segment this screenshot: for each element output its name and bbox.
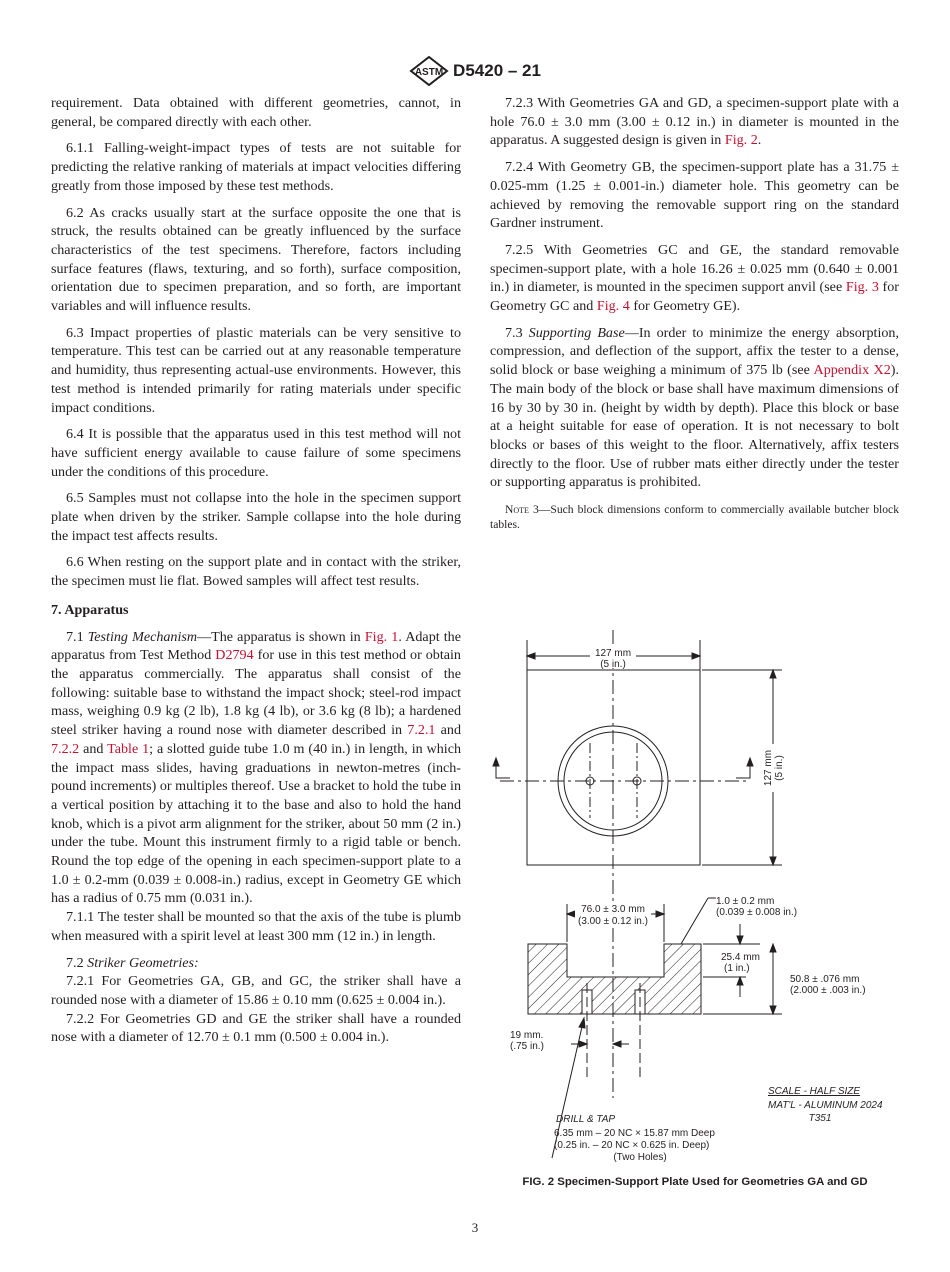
link-fig-2[interactable]: Fig. 2 (724, 132, 758, 149)
paragraph-7-2: 7.2 Striker Geometries: (66, 954, 199, 971)
label-side-height-mm: 127 mm (763, 749, 774, 787)
label-drill-tap: DRILL & TAP (556, 1114, 616, 1125)
label-tap-in: (0.25 in. – 20 NC × 0.625 in. Deep) (554, 1140, 710, 1151)
link-fig-3[interactable]: Fig. 3 (845, 279, 879, 296)
label-side-height-in: (5 in.) (774, 755, 785, 781)
note-3: Note 3—Such block dimensions conform to commercially available butcher block tables. (490, 503, 899, 532)
document-id: D5420 – 21 (453, 61, 541, 80)
label-top-width-mm: 127 mm (594, 648, 632, 659)
page-header (0, 56, 950, 86)
figure-caption: FIG. 2 Specimen-Support Plate Used for Geometries GA and GD (522, 1176, 868, 1188)
link-7-2-1[interactable]: 7.2.1 (407, 722, 436, 739)
paragraph-7-2-3: 7.2.3 With Geometries GA and GD, a specimen-support plate with a hole 76.0 ± 3.0 mm (3.00 ± 0.12 in.) in diameter is mounted in the apparatus. A suggested design is given in Fig. 2. (490, 95, 899, 149)
page-number: 3 (471, 1220, 479, 1235)
paragraph-7-1: 7.1 Testing Mechanism—The apparatus is shown in Fig. 1. Adapt the apparatus from Test Method D2794 for use in this test method or obtain the apparatus commercially. The apparatus shall consist of the following: suitable base to withstand the impact shock; steel-rod impact mass, weighing 0.9 kg (2 lb), 1.8 kg (4 lb), or 3.6 kg (8 lb); a hardened steel striker having a round nose with diameter described in 7.2.1 and 7.2.2 and Table 1; a slotted guide tube 1.0 m (40 in.) in length, in which the impact mass slides, having graduations in newton-metres (inch-pound increments) or multiples thereof. Use a bracket to hold the tube in a vertical position by attaching it to the base and also to hold the hand knob, which is a pivot arm alignment for the striker, about 50 mm (2 in.) under the tube. Mount this instrument firmly to a rigid table or bench. Round the top edge of the opening in each specimen-support plate to a 1.0 ± 0.2-mm (0.039 ± 0.008-in.) radius, except in Geometry GE which has a radius of 0.75 mm (0.031 in.). (51, 628, 461, 907)
link-appendix-x2[interactable]: Appendix X2 (813, 362, 891, 379)
left-column (51, 94, 461, 1047)
label-hole-in: (3.00 ± 0.12 in.) (578, 916, 648, 927)
figure-2-drawing (490, 628, 910, 1178)
paragraph-6-1-1: 6.1.1 Falling-weight-impact types of tests are not suitable for predicting the relative ranking of materials at impact velocities differing greatly from those imposed by these test methods. (51, 140, 461, 194)
paragraph-6-2: 6.2 As cracks usually start at the surface opposite the one that is struck, the results obtained can be greatly influenced by the surface characteristics of the test specimens. Therefore, factors including surface features (flaws, texturing, and so forth), surface composition, orientation due to specimen preparation, and so forth, are important variables and will influence results. (51, 204, 461, 315)
link-fig-1[interactable]: Fig. 1 (364, 628, 399, 645)
logo-text: ASTM (414, 67, 444, 78)
paragraph-6-6: 6.6 When resting on the support plate and in contact with the striker, the specimen must lie flat. Bowed samples will affect test results. (51, 554, 461, 590)
link-fig-4[interactable]: Fig. 4 (596, 298, 630, 315)
paragraph-7-3: 7.3 Supporting Base—In order to minimize the energy absorption, compression, and deflection of the support, affix the tester to a dense, solid block or base weighing a minimum of 375 lb (see Appendix X2). The main body of the block or base shall have maximum dimensions of 16 by 30 by 30 in. (height by width by depth). Place this block or base at a height suitable for ease of operation. It is not necessary to bolt blocks or bases of this weight to the floor. Alternatively, affix testers directly to the floor. Use of rubber mats either directly under the tester or supporting apparatus is prohibited. (490, 324, 899, 491)
paragraph-7-1-1: 7.1.1 The tester shall be mounted so that the axis of the tube is plumb when measured with a spirit level at least 300 mm (12 in.) in length. (51, 909, 461, 944)
paragraph-6-5: 6.5 Samples must not collapse into the hole in the specimen support plate when driven by the striker. Sample collapse into the hole during the impact test affects results. (51, 490, 461, 544)
label-radius-mm: 1.0 ± 0.2 mm (716, 896, 775, 907)
paragraph-7-2-2: 7.2.2 For Geometries GD and GE the striker shall have a rounded nose with a diameter of 12.70 ± 0.1 mm (0.500 ± 0.004 in.). (51, 1010, 461, 1046)
label-scale: SCALE - HALF SIZE (768, 1086, 861, 1097)
link-d2794[interactable]: D2794 (215, 647, 254, 664)
plate-section-view (528, 944, 701, 1014)
paragraph-6-1-cont: requirement. Data obtained with different geometries, cannot, in general, be compared directly with each other. (51, 95, 461, 130)
label-material-temper: T351 (808, 1113, 832, 1124)
section-heading-apparatus: 7. Apparatus (51, 601, 129, 618)
astm-logo-icon (409, 56, 449, 86)
paragraph-7-2-5: 7.2.5 With Geometries GC and GE, the standard removable specimen-support plate, with a hole 16.26 ± 0.025 mm (0.640 ± 0.001 in.) in diameter, is mounted in the specimen support anvil (see Fig. 3 for Geometry GC and Fig. 4 for Geometry GE). (490, 241, 899, 315)
label-depth-mm: 25.4 mm (721, 952, 760, 963)
link-7-2-2[interactable]: 7.2.2 (51, 740, 80, 757)
label-offset-mm: 19 mm. (510, 1030, 544, 1041)
paragraph-6-4: 6.4 It is possible that the apparatus used in this test method will not have sufficient energy available to cause failure of some specimens under the conditions of this procedure. (51, 426, 461, 480)
label-depth-in: (1 in.) (724, 963, 750, 974)
paragraph-6-3: 6.3 Impact properties of plastic materials can be very sensitive to temperature. This test can be carried out at any reasonable temperature and humidity, thus representing actual-use environments. However, this test method is intended primarily for rating materials under specific impact conditions. (51, 324, 461, 416)
paragraph-7-2-1: 7.2.1 For Geometries GA, GB, and GC, the striker shall have a rounded nose with a diameter of 15.86 ± 0.10 mm (0.625 ± 0.004 in.). (51, 973, 461, 1008)
label-thickness-in: (2.000 ± .003 in.) (790, 985, 866, 996)
label-radius-in: (0.039 ± 0.008 in.) (716, 907, 798, 918)
label-offset-in: (.75 in.) (510, 1041, 544, 1052)
label-hole-mm: 76.0 ± 3.0 mm (581, 904, 645, 915)
label-two-holes: (Two Holes) (613, 1152, 667, 1163)
label-top-width-in: (5 in.) (600, 659, 626, 670)
right-column (490, 94, 899, 532)
paragraph-7-2-4: 7.2.4 With Geometry GB, the specimen-support plate has a 31.75 ± 0.025-mm (1.25 ± 0.001-in.) diameter hole. This geometry can be achieved by removing the removable support ring on the standard Gardner instrument. (490, 159, 899, 232)
label-thickness-mm: 50.8 ± .076 mm (790, 974, 860, 985)
label-material: MAT'L - ALUMINUM 2024 (768, 1100, 883, 1111)
link-table-1[interactable]: Table 1 (107, 740, 150, 757)
label-tap-mm: 6.35 mm – 20 NC × 15.87 mm Deep (554, 1128, 715, 1139)
